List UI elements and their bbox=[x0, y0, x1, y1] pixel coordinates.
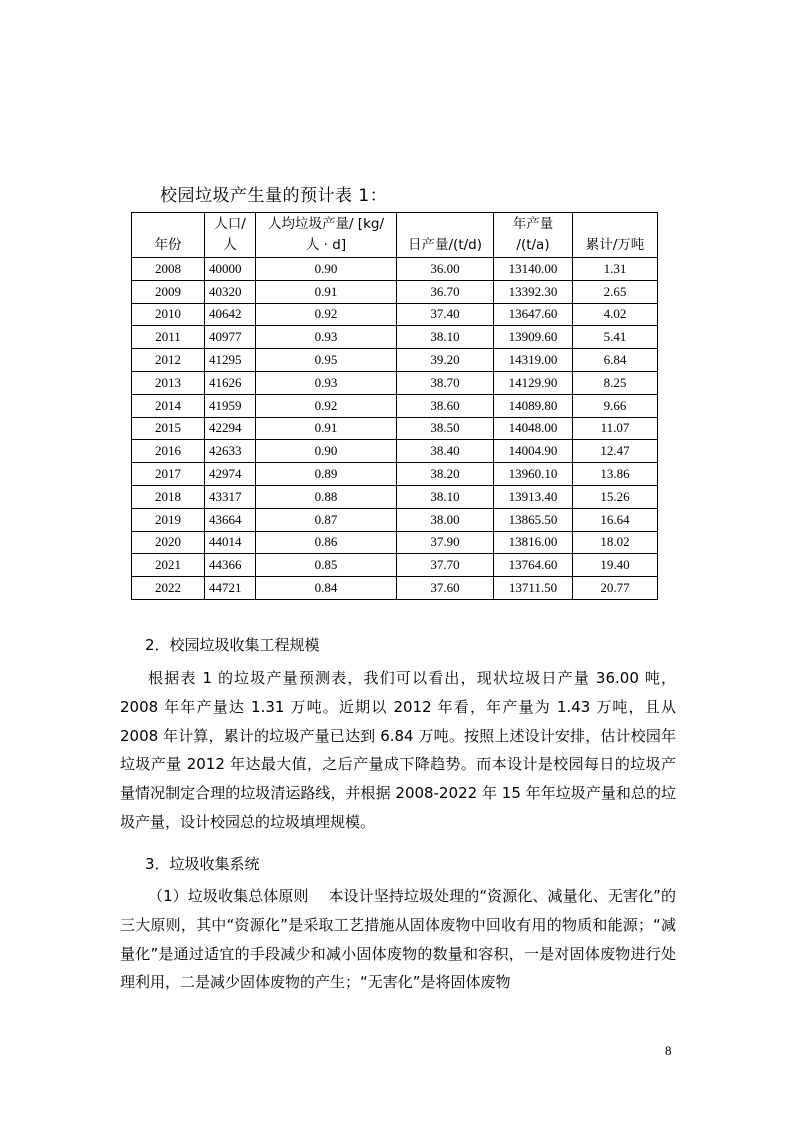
annual-cell: 14004.90 bbox=[494, 440, 573, 463]
annual-cell: 13865.50 bbox=[494, 508, 573, 531]
table-body bbox=[132, 258, 658, 600]
table-row bbox=[132, 417, 658, 440]
year-cell: 2015 bbox=[132, 417, 205, 440]
table-row bbox=[132, 531, 658, 554]
annual-cell: 14089.80 bbox=[494, 394, 573, 417]
population-cell: 42633 bbox=[205, 440, 256, 463]
daily-cell: 38.00 bbox=[397, 508, 494, 531]
daily-cell: 36.00 bbox=[397, 258, 494, 281]
daily-cell: 37.90 bbox=[397, 531, 494, 554]
table-row bbox=[132, 326, 658, 349]
table-row bbox=[132, 485, 658, 508]
daily-cell: 38.20 bbox=[397, 463, 494, 486]
table-row bbox=[132, 554, 658, 577]
cumulative-cell: 4.02 bbox=[573, 303, 658, 326]
cumulative-cell: 5.41 bbox=[573, 326, 658, 349]
table-row bbox=[132, 371, 658, 394]
year-cell: 2021 bbox=[132, 554, 205, 577]
population-cell: 43664 bbox=[205, 508, 256, 531]
header-cumulative: 累计/万吨 bbox=[573, 213, 658, 258]
header-year: 年份 bbox=[132, 213, 205, 258]
daily-cell: 37.70 bbox=[397, 554, 494, 577]
daily-cell: 38.10 bbox=[397, 485, 494, 508]
year-cell: 2019 bbox=[132, 508, 205, 531]
cumulative-cell: 9.66 bbox=[573, 394, 658, 417]
table-row bbox=[132, 394, 658, 417]
annual-cell: 13764.60 bbox=[494, 554, 573, 577]
per-capita-cell: 0.93 bbox=[256, 371, 397, 394]
per-capita-cell: 0.90 bbox=[256, 440, 397, 463]
population-cell: 44721 bbox=[205, 577, 256, 600]
population-cell: 40642 bbox=[205, 303, 256, 326]
section-3-heading: 3．垃圾收集系统 bbox=[145, 855, 260, 873]
population-cell: 44014 bbox=[205, 531, 256, 554]
per-capita-cell: 0.87 bbox=[256, 508, 397, 531]
table-row bbox=[132, 440, 658, 463]
table-title: 校园垃圾产生量的预计表 1： bbox=[160, 186, 388, 206]
table-row bbox=[132, 280, 658, 303]
population-cell: 44366 bbox=[205, 554, 256, 577]
year-cell: 2022 bbox=[132, 577, 205, 600]
annual-cell: 13913.40 bbox=[494, 485, 573, 508]
per-capita-cell: 0.95 bbox=[256, 349, 397, 372]
year-cell: 2017 bbox=[132, 463, 205, 486]
per-capita-cell: 0.92 bbox=[256, 303, 397, 326]
header-population: 人口/ 人 bbox=[205, 213, 256, 258]
cumulative-cell: 11.07 bbox=[573, 417, 658, 440]
daily-cell: 37.40 bbox=[397, 303, 494, 326]
annual-cell: 13711.50 bbox=[494, 577, 573, 600]
table-row bbox=[132, 463, 658, 486]
page-number: 8 bbox=[665, 1043, 672, 1058]
cumulative-cell: 18.02 bbox=[573, 531, 658, 554]
annual-cell: 13960.10 bbox=[494, 463, 573, 486]
daily-cell: 39.20 bbox=[397, 349, 494, 372]
cumulative-cell: 1.31 bbox=[573, 258, 658, 281]
per-capita-cell: 0.85 bbox=[256, 554, 397, 577]
table-row bbox=[132, 303, 658, 326]
per-capita-cell: 0.88 bbox=[256, 485, 397, 508]
table-row bbox=[132, 258, 658, 281]
section-2-paragraph: 根据表 1 的垃圾产量预测表，我们可以看出，现状垃圾日产量 36.00 吨，2008 年年产量达 1.31 万吨。近期以 2012 年看，年产量为 1.43 万吨，且从 2008 年计算，累计的垃圾产量已达到 6.84 万吨。按照上述设计安排，估计校园年垃圾产量 2012 年达最大值，之后产量成下降趋势。而本设计是校园每日的垃圾产量情况制定合理的垃圾清运路线，并根据 2008-2022 年 15 年年垃圾产量和总的垃圾产量，设计校园总的垃圾填埋规模。 bbox=[120, 669, 676, 831]
daily-cell: 37.60 bbox=[397, 577, 494, 600]
per-capita-cell: 0.93 bbox=[256, 326, 397, 349]
cumulative-cell: 15.26 bbox=[573, 485, 658, 508]
header-per-capita: 人均垃圾产量/ [kg/ 人 · d] bbox=[256, 213, 397, 258]
cumulative-cell: 20.77 bbox=[573, 577, 658, 600]
cumulative-cell: 12.47 bbox=[573, 440, 658, 463]
population-cell: 41295 bbox=[205, 349, 256, 372]
header-daily: 日产量/(t/d) bbox=[397, 213, 494, 258]
table-row bbox=[132, 508, 658, 531]
year-cell: 2010 bbox=[132, 303, 205, 326]
annual-cell: 14129.90 bbox=[494, 371, 573, 394]
annual-cell: 13140.00 bbox=[494, 258, 573, 281]
per-capita-cell: 0.92 bbox=[256, 394, 397, 417]
per-capita-cell: 0.91 bbox=[256, 280, 397, 303]
per-capita-cell: 0.91 bbox=[256, 417, 397, 440]
per-capita-cell: 0.84 bbox=[256, 577, 397, 600]
cumulative-cell: 19.40 bbox=[573, 554, 658, 577]
population-cell: 40000 bbox=[205, 258, 256, 281]
header-annual: 年产量 /(t/a) bbox=[494, 213, 573, 258]
section-3-paragraph: （1）垃圾收集总体原则 本设计坚持垃圾处理的“资源化、减量化、无害化”的三大原则，其中“资源化”是采取工艺措施从固体废物中回收有用的物质和能源；“减量化”是通过适宜的手段减少和减小固体废物的数量和容积，一是对固体废物进行处理利用，二是减少固体废物的产生；“无害化”是将固体废物 bbox=[120, 887, 676, 992]
annual-cell: 13909.60 bbox=[494, 326, 573, 349]
annual-cell: 14319.00 bbox=[494, 349, 573, 372]
cumulative-cell: 6.84 bbox=[573, 349, 658, 372]
year-cell: 2013 bbox=[132, 371, 205, 394]
section-2-heading: 2．校园垃圾收集工程规模 bbox=[145, 636, 320, 654]
year-cell: 2018 bbox=[132, 485, 205, 508]
population-cell: 43317 bbox=[205, 485, 256, 508]
year-cell: 2009 bbox=[132, 280, 205, 303]
daily-cell: 36.70 bbox=[397, 280, 494, 303]
year-cell: 2014 bbox=[132, 394, 205, 417]
annual-cell: 13392.30 bbox=[494, 280, 573, 303]
daily-cell: 38.60 bbox=[397, 394, 494, 417]
table-header-row bbox=[132, 213, 658, 258]
cumulative-cell: 16.64 bbox=[573, 508, 658, 531]
annual-cell: 13647.60 bbox=[494, 303, 573, 326]
annual-cell: 13816.00 bbox=[494, 531, 573, 554]
population-cell: 41959 bbox=[205, 394, 256, 417]
cumulative-cell: 2.65 bbox=[573, 280, 658, 303]
cumulative-cell: 13.86 bbox=[573, 463, 658, 486]
cumulative-cell: 8.25 bbox=[573, 371, 658, 394]
annual-cell: 14048.00 bbox=[494, 417, 573, 440]
daily-cell: 38.70 bbox=[397, 371, 494, 394]
daily-cell: 38.10 bbox=[397, 326, 494, 349]
year-cell: 2016 bbox=[132, 440, 205, 463]
population-cell: 40320 bbox=[205, 280, 256, 303]
year-cell: 2008 bbox=[132, 258, 205, 281]
year-cell: 2011 bbox=[132, 326, 205, 349]
per-capita-cell: 0.86 bbox=[256, 531, 397, 554]
garbage-forecast-table bbox=[131, 212, 658, 600]
population-cell: 41626 bbox=[205, 371, 256, 394]
population-cell: 42294 bbox=[205, 417, 256, 440]
year-cell: 2020 bbox=[132, 531, 205, 554]
population-cell: 42974 bbox=[205, 463, 256, 486]
year-cell: 2012 bbox=[132, 349, 205, 372]
daily-cell: 38.40 bbox=[397, 440, 494, 463]
population-cell: 40977 bbox=[205, 326, 256, 349]
per-capita-cell: 0.89 bbox=[256, 463, 397, 486]
per-capita-cell: 0.90 bbox=[256, 258, 397, 281]
table-row bbox=[132, 349, 658, 372]
table-row bbox=[132, 577, 658, 600]
daily-cell: 38.50 bbox=[397, 417, 494, 440]
